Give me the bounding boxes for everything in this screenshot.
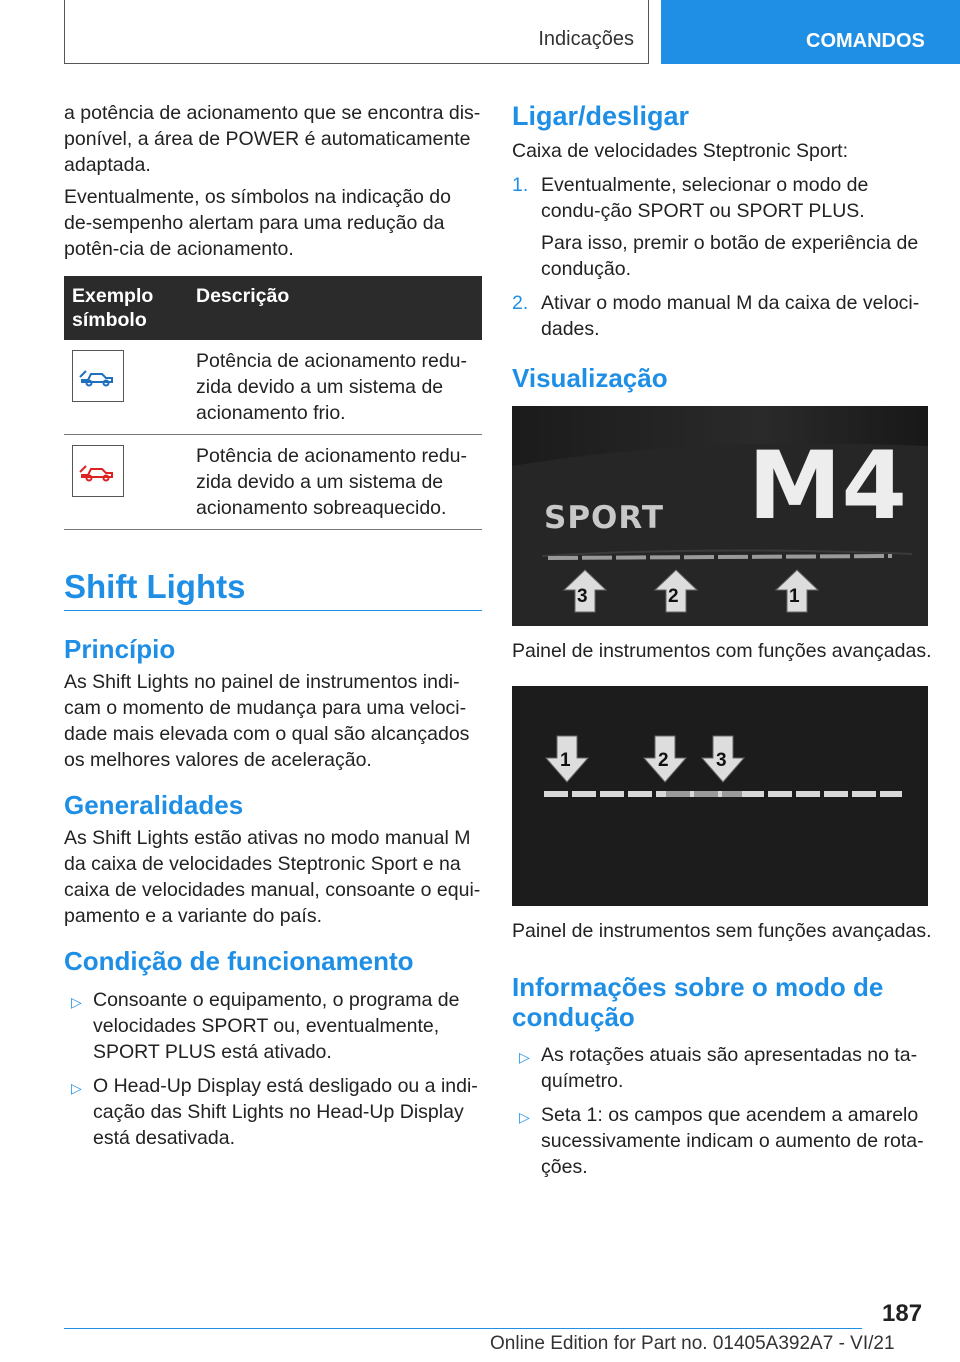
figure-caption: Painel de instrumentos com funções avançadas. — [512, 640, 932, 662]
principio-title: Princípio — [64, 634, 176, 664]
step-number: 1. — [512, 174, 529, 196]
figure-advanced-cluster — [512, 406, 928, 626]
table-row-description: Potência de acionamento redu-zida devido a um sistema de acionamento sobreaquecido. — [188, 435, 482, 530]
condicao-title: Condição de funcionamento — [64, 946, 414, 976]
drive-power-warning-icon — [72, 350, 124, 402]
arrow-callout: 3 — [700, 734, 746, 789]
header-chapter-tab — [661, 0, 960, 64]
info-list — [512, 1042, 932, 1180]
steps-list — [512, 172, 932, 342]
header-section-tab — [64, 0, 649, 64]
intro-paragraph-1: a potência de acionamento que se encontra dis-ponível, a área de POWER é automaticamente adaptada. — [64, 102, 481, 176]
triangle-bullet-icon: ▷ — [71, 1080, 82, 1096]
table-header-description: Descrição — [188, 276, 482, 340]
header-section-label: Indicações — [538, 28, 634, 50]
step-text: Ativar o modo manual M da caixa de veloci-dades. — [541, 292, 920, 340]
step-text: Eventualmente, selecionar o modo de condu-ção SPORT ou SPORT PLUS. — [541, 174, 869, 222]
triangle-bullet-icon: ▷ — [519, 1109, 530, 1125]
shift-lights-heading-block — [64, 568, 482, 611]
info-title: Informações sobre o modo de condução — [512, 972, 884, 1032]
footer-divider — [64, 1328, 862, 1329]
section-title: Shift Lights — [64, 568, 246, 605]
footer-edition: Online Edition for Part no. 01405A392A7 - VI/21 — [490, 1333, 895, 1354]
ligar-intro: Caixa de velocidades Steptronic Sport: — [512, 140, 849, 162]
table-header-row — [64, 276, 482, 340]
visualizacao-title: Visualização — [512, 363, 668, 393]
arrow-callout: 3 — [562, 568, 608, 619]
arrow-callout: 1 — [774, 568, 820, 619]
header-chapter-label: COMANDOS — [806, 30, 925, 52]
table-row — [64, 435, 482, 530]
arrow-callout: 2 — [642, 734, 688, 789]
ligar-title: Ligar/desligar — [512, 101, 690, 131]
right-column — [512, 100, 932, 1188]
list-item — [512, 290, 932, 342]
step-number: 2. — [512, 292, 529, 314]
arrow-callout: 2 — [653, 568, 699, 619]
principio-text: As Shift Lights no painel de instrumentos indi-cam o momento de mudança para uma veloci-dade mais elevada com o qual são alcançados os melhores valores de aceleração. — [64, 671, 470, 771]
table-row — [64, 340, 482, 435]
table-header-symbol: Exemplo símbolo — [64, 276, 188, 340]
generalidades-title: Generalidades — [64, 790, 244, 820]
condicao-list — [64, 987, 482, 1151]
figure-caption: Painel de instrumentos sem funções avançadas. — [512, 920, 932, 942]
list-item: ▷ O Head-Up Display está desligado ou a indi-cação das Shift Lights no Head-Up Display está desativada. — [71, 1075, 478, 1149]
drive-mode-label: SPORT — [544, 500, 665, 536]
list-item: ▷ Consoante o equipamento, o programa de velocidades SPORT ou, eventualmente, SPORT PLUS está ativado. — [71, 989, 460, 1063]
gear-indicator: M4 — [748, 432, 907, 541]
list-item: ▷ Seta 1: os campos que acendem a amarelo sucessivamente indicam o aumento de rota-ções. — [519, 1104, 924, 1178]
generalidades-text: As Shift Lights estão ativas no modo manual M da caixa de velocidades Steptronic Sport e na caixa de velocidades manual, consoante o equi-pamento e a variante do país. — [64, 827, 481, 927]
triangle-bullet-icon: ▷ — [519, 1049, 530, 1065]
figure-basic-cluster — [512, 686, 928, 906]
list-item: ▷ As rotações atuais são apresentadas no ta-químetro. — [519, 1044, 918, 1092]
table-row-description: Potência de acionamento redu-zida devido a um sistema de acionamento frio. — [188, 340, 482, 435]
drive-power-warning-icon — [72, 445, 124, 497]
arrow-callout: 1 — [544, 734, 590, 789]
left-column — [64, 100, 482, 1159]
page-number: 187 — [882, 1300, 923, 1327]
list-item — [512, 172, 932, 282]
step-subtext: Para isso, premir o botão de experiência de condução. — [541, 232, 919, 280]
triangle-bullet-icon: ▷ — [71, 994, 82, 1010]
symbol-table — [64, 276, 482, 530]
intro-paragraph-2: Eventualmente, os símbolos na indicação do de-sempenho alertam para uma redução da potên-cia de acionamento. — [64, 186, 451, 260]
shift-light-bar — [548, 556, 892, 558]
